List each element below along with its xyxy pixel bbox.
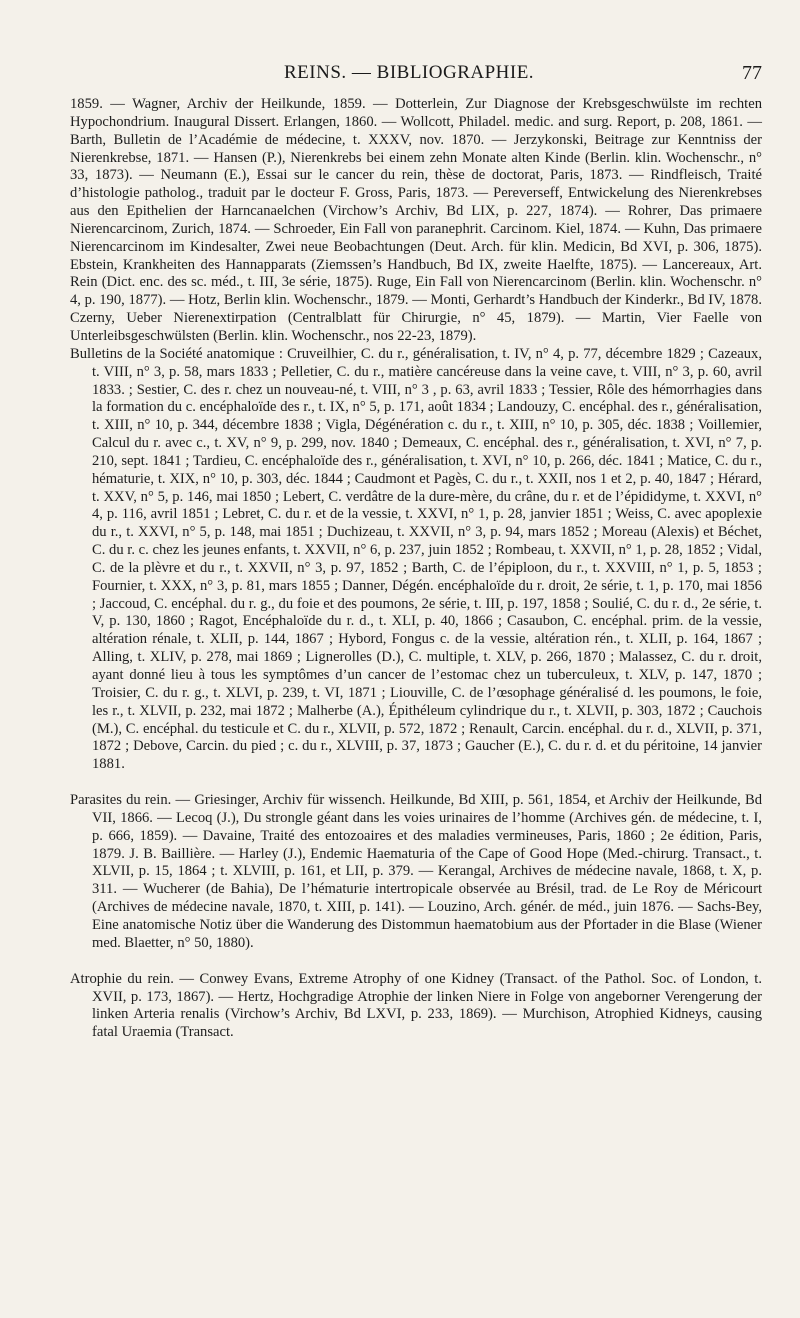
bibliography-text bbox=[70, 96, 762, 1042]
page-number: 77 bbox=[742, 62, 762, 84]
page-header bbox=[70, 62, 762, 96]
bibliography-paragraph-cancer: 1859. — Wagner, Archiv der Heilkunde, 1859. — Dotterlein, Zur Diagnose der Krebsgeschwülste im rechten Hypochondrium. Inaugural Dissert. Erlangen, 1860. — Wollcott, Philadel. medic. and surg. Report, p. 208, 1861. — Barth, Bulletin de l’Académie de médecine, t. XXXV, nov. 1870. — Jerzykonski, Beitrage zur Kenntniss der Nierenkrebse, 1871. — Hansen (P.), Nierenkrebs bei einem zehn Monate alten Kinde (Berlin. klin. Wochenschr., n° 33, 1873). — Neumann (E.), Essai sur le cancer du rein, thèse de doctorat, Paris, 1873. — Rindfleisch, Traité d’histologie patholog., traduit par le docteur F. Gross, Paris, 1873. — Pereverseff, Entwickelung des Nierenkrebses aus den Epithelien der Harncanaelchen (Virchow’s Archiv, Bd LIX, p. 227, 1874). — Rohrer, Das primaere Nierencarcinom, Zurich, 1874. — Schroeder, Ein Fall von paranephrit. Carcinom. Kiel, 1874. — Kuhn, Das primaere Nierencarcinom im Kindesalter, Zwei neue Beobachtungen (Deut. Arch. für klin. Medicin, Bd XVI, p. 306, 1875). Ebstein, Krankheiten des Hannapparats (Ziemssen’s Handbuch, Bd IX, zweite Haelfte, 1875). — Lancereaux, Art. Rein (Dict. enc. des sc. méd., t. III, 3e série, 1875). Ruge, Ein Fall von Nierencarcinom (Berlin. klin. Wochenschr. n° 4, p. 190, 1877). — Hotz, Berlin klin. Wochenschr., 1879. — Monti, Gerhardt’s Handbuch der Kinderkr., Bd IV, 1878. Czerny, Ueber Nierenextirpation (Centralblatt für Chirurgie, n° 45, 1879). — Martin, Vier Faelle von Unterleibsgeschwülsten (Berlin. klin. Wochenschr., nos 22-23, 1879). bbox=[70, 96, 762, 344]
paragraph-gap bbox=[70, 774, 762, 792]
bibliography-paragraph-parasites: Parasites du rein. — Griesinger, Archiv für wissench. Heilkunde, Bd XIII, p. 561, 1854, et Archiv der Heilkunde, Bd VII, 1866. — Lecoq (J.), Du strongle géant dans les voies urinaires de l’homme (Archives gén. de médecine, t. I, p. 666, 1859). — Davaine, Traité des entozoaires et des maladies vermineuses, Paris, 1860 ; 2e édition, Paris, 1879. J. B. Baillière. — Harley (J.), Endemic Haematuria of the Cape of Good Hope (Med.-chirurg. Transact., t. XLVII, p. 15, 1864 ; t. XLVIII, p. 161, et LII, p. 379. — Kerangal, Archives de médecine navale, 1868, t. X, p. 311. — Wucherer (de Bahia), De l’hématurie intertropicale observée au Brésil, trad. de Le Roy de Méricourt (Archives de médecine navale, 1870, t. XIII, p. 141). — Louzino, Arch. génér. de méd., juin 1876. — Sachs-Bey, Eine anatomische Notiz über die Wanderung des Distommun haematobium aus der Pfortader in die Blase (Wiener med. Blaetter, n° 50, 1880). bbox=[70, 792, 762, 951]
paragraph-gap bbox=[70, 953, 762, 971]
bibliography-paragraph-societe-anatomique: Bulletins de la Société anatomique : Cruveilhier, C. du r., généralisation, t. IV, n° 4, p. 77, décembre 1829 ; Cazeaux, t. VIII, n° 3, p. 58, mars 1833 ; Pelletier, C. du r., matière cancéreuse dans la veine cave, t. VIII, n° 3, p. 60, avril 1833. ; Sestier, C. des r. chez un nouveau-né, t. VIII, n° 3 , p. 63, avril 1833 ; Tessier, Rôle des hémorrhagies dans la formation du c. encéphaloïde des r., t. IX, n° 5, p. 171, août 1834 ; Landouzy, C. encéphal. des r., généralisation, t. XIII, n° 10, p. 344, décembre 1838 ; Vigla, Dégénération c. du r., t. XIII, n° 10, p. 305, déc. 1838 ; Voillemier, Calcul du r. avec c., t. XV, n° 9, p. 299, nov. 1840 ; Demeaux, C. encéphal. des r., généralisation, t. XVI, n° 7, p. 210, sept. 1841 ; Tardieu, C. encéphaloïde des r., généralisation, t. XVI, n° 10, p. 266, déc. 1841 ; Matice, C. du r., hématurie, t. XIX, n° 10, p. 303, déc. 1844 ; Caudmont et Pagès, C. du r., t. XXII, nos 1 et 2, p. 40, 1847 ; Hérard, t. XXV, n° 5, p. 146, mai 1850 ; Lebert, C. verdâtre de la dure-mère, du crâne, du r. et de l’épididyme, t. XXVI, n° 4, p. 116, avril 1851 ; Lebret, C. du r. et de la vessie, t. XXVI, n° 1, p. 28, janvier 1851 ; Weiss, C. avec apoplexie du r., t. XXVI, n° 5, p. 148, mai 1851 ; Duchizeau, t. XXVII, n° 3, p. 94, mars 1852 ; Moreau (Alexis) et Béchet, C. du r. c. chez les jeunes enfants, t. XXVII, n° 6, p. 237, juin 1852 ; Rombeau, t. XXVII, n° 1, p. 28, 1852 ; Vidal, C. de la plèvre et du r., t. XXVII, n° 3, p. 97, 1852 ; Barth, C. de l’épiploon, du r., t. XXVIII, n° 1, p. 5, 1853 ; Fournier, t. XXX, n° 3, p. 81, mars 1855 ; Danner, Dégén. encéphaloïde du r. droit, 2e série, t. 1, p. 170, mai 1856 ; Jaccoud, C. encéphal. du r. g., du foie et des poumons, 2e série, t. III, p. 197, 1858 ; Soulié, C. du r. d., 2e série, t. V, p. 130, 1860 ; Ragot, Encéphaloïde du r. d., t. XLI, p. 40, 1866 ; Casaubon, C. encéphal. prim. de la vessie, altération rénale, t. XLII, p. 144, 1867 ; Hybord, Fongus c. de la vessie, altération rén., t. XLII, p. 164, 1867 ; Alling, t. XLIV, p. 278, mai 1869 ; Lignerolles (D.), C. multiple, t. XLV, p. 266, 1870 ; Malassez, C. du r. droit, ayant donné lieu à tous les symptômes d’un cancer de l’estomac chez un tuberculeux, t. XLV, p. 147, 1870 ; Troisier, C. du r. g., t. XLVI, p. 239, t. VI, 1871 ; Liouville, C. de l’œsophage généralisé d. les poumons, le foie, les r., t. XLVII, p. 232, mai 1872 ; Malherbe (A.), Épithéleum cylindrique du r., t. XLVII, p. 303, 1872 ; Cauchois (M.), C. encéphal. du testicule et C. du r., XLVII, p. 572, 1872 ; Renault, Carcin. encéphal. du r. d., XLVII, p. 371, 1872 ; Debove, Carcin. du pied ; c. du r., XLVIII, p. 37, 1873 ; Gaucher (E.), C. du r. d. et du péritoine, 14 janvier 1881. bbox=[70, 345, 762, 773]
bibliography-paragraph-atrophie: Atrophie du rein. — Conwey Evans, Extreme Atrophy of one Kidney (Transact. of the Pathol. Soc. of London, t. XVII, p. 173, 1867). — Hertz, Hochgradige Atrophie der linken Niere in Folge von angeborner Verengerung der linken Arteria renalis (Virchow’s Archiv, Bd LXVI, p. 233, 1869). — Murchison, Atrophied Kidneys, causing fatal Uraemia (Transact. bbox=[70, 970, 762, 1041]
running-title: REINS. — BIBLIOGRAPHIE. bbox=[284, 62, 535, 83]
